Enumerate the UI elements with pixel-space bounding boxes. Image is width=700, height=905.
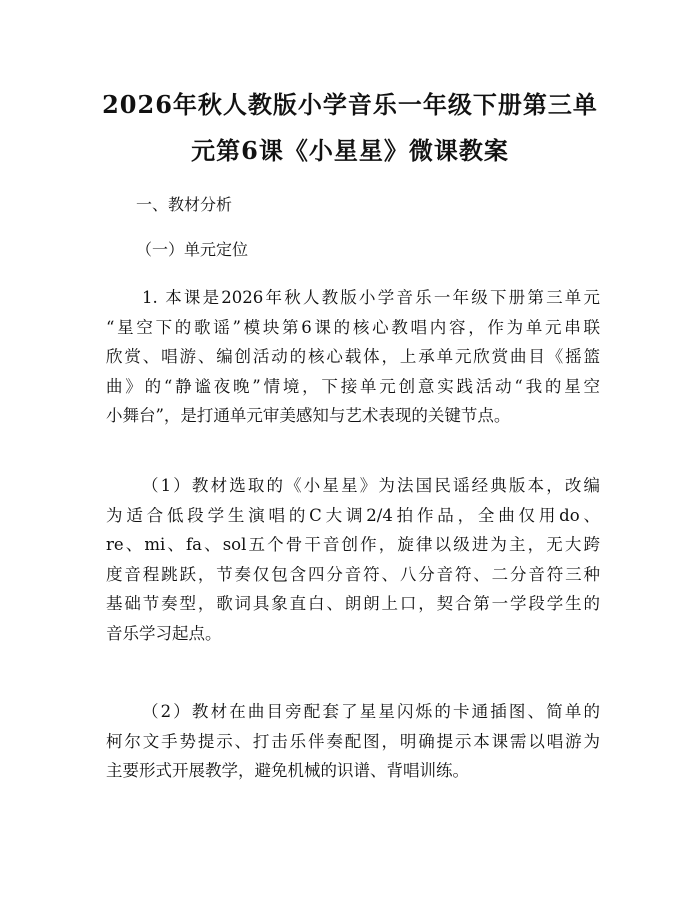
paragraph-line: 欣赏、唱游、编创活动的核心载体，上承单元欣赏曲目《摇篮 xyxy=(106,347,600,366)
paragraph-line: 柯尔文手势提示、打击乐伴奏配图，明确提示本课需以唱游为 xyxy=(106,731,600,751)
paragraph-2 xyxy=(106,471,600,648)
document-title xyxy=(80,82,620,174)
paragraph-line: 小舞台”，是打通单元审美感知与艺术表现的关键节点。 xyxy=(106,406,511,425)
paragraph-line: 音乐学习起点。 xyxy=(106,623,222,643)
section-heading: 一、教材分析 xyxy=(136,195,233,214)
paragraph-line: “星空下的歌谣”模块第6课的核心教唱内容，作为单元串联 xyxy=(106,317,600,337)
title-line-2: 元第6课《小星星》微课教案 xyxy=(191,136,509,165)
paragraph-line: 度音程跳跃，节奏仅包含四分音符、八分音符、二分音符三种 xyxy=(106,564,600,584)
paragraph-line: （2）教材在曲目旁配套了星星闪烁的卡通插图、简单的 xyxy=(142,702,600,721)
paragraph-line: 1. 本课是2026年秋人教版小学音乐一年级下册第三单元 xyxy=(142,288,600,307)
subsection-heading: （一）单元定位 xyxy=(136,240,249,259)
paragraph-line: （1）教材选取的《小星星》为法国民谣经典版本，改编 xyxy=(142,476,600,495)
title-line-1: 2026年秋人教版小学音乐一年级下册第三单 xyxy=(102,90,598,119)
paragraph-line: re、mi、fa、sol五个骨干音创作，旋律以级进为主，无大跨 xyxy=(106,535,600,554)
paragraph-line: 为适合低段学生演唱的C大调2/4拍作品，全曲仅用do、 xyxy=(106,505,600,525)
paragraph-line: 曲》的“静谧夜晚”情境，下接单元创意实践活动“我的星空 xyxy=(106,376,600,396)
paragraph-3 xyxy=(106,697,600,786)
paragraph-line: 主要形式开展教学，避免机械的识谱、背唱训练。 xyxy=(106,761,469,780)
paragraph-line: 基础节奏型，歌词具象直白、朗朗上口，契合第一学段学生的 xyxy=(106,594,600,613)
paragraph-1 xyxy=(106,283,600,431)
